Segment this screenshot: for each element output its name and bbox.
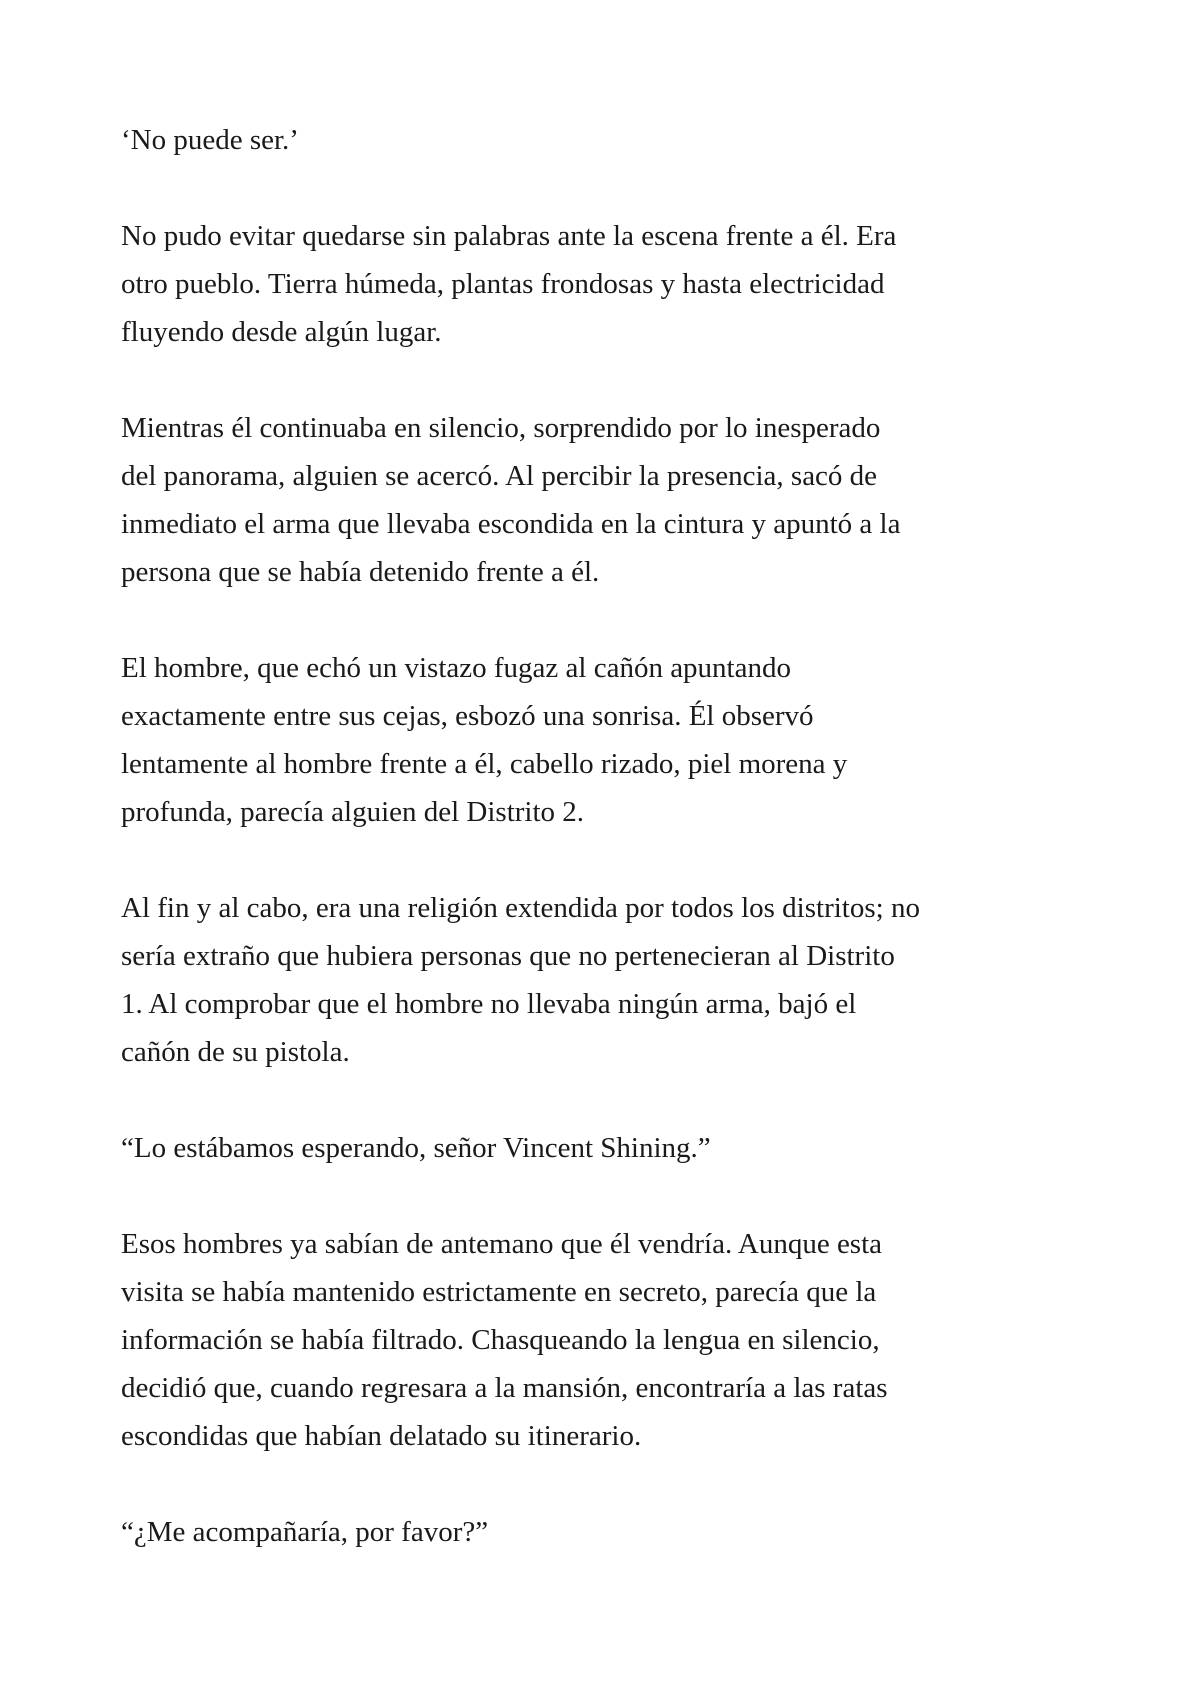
text-line: Al fin y al cabo, era una religión extendida por todos los distritos; no — [121, 892, 920, 924]
paragraph — [121, 644, 1091, 836]
text-line: decidió que, cuando regresara a la mansión, encontraría a las ratas — [121, 1372, 888, 1404]
paragraph — [121, 116, 1091, 164]
text-line: El hombre, que echó un vistazo fugaz al cañón apuntando — [121, 652, 791, 684]
text-line: escondidas que habían delatado su itinerario. — [121, 1420, 642, 1452]
text-line: “Lo estábamos esperando, señor Vincent Shining.” — [121, 1132, 711, 1164]
document-body — [121, 116, 1091, 1604]
text-line: inmediato el arma que llevaba escondida en la cintura y apuntó a la — [121, 508, 901, 540]
paragraph — [121, 404, 1091, 596]
text-line: persona que se había detenido frente a él. — [121, 556, 600, 588]
text-line: cañón de su pistola. — [121, 1036, 350, 1068]
text-line: del panorama, alguien se acercó. Al percibir la presencia, sacó de — [121, 460, 878, 492]
text-line: exactamente entre sus cejas, esbozó una sonrisa. Él observó — [121, 700, 814, 732]
text-line: Mientras él continuaba en silencio, sorprendido por lo inesperado — [121, 412, 881, 444]
paragraph — [121, 884, 1091, 1076]
text-line: visita se había mantenido estrictamente en secreto, parecía que la — [121, 1276, 877, 1308]
text-line: información se había filtrado. Chasqueando la lengua en silencio, — [121, 1324, 880, 1356]
paragraph — [121, 1124, 1091, 1172]
paragraph — [121, 212, 1091, 356]
text-line: lentamente al hombre frente a él, cabello rizado, piel morena y — [121, 748, 848, 780]
text-line: profunda, parecía alguien del Distrito 2. — [121, 796, 585, 828]
paragraph — [121, 1220, 1091, 1460]
text-line: ‘No puede ser.’ — [121, 124, 299, 156]
text-line: sería extraño que hubiera personas que no pertenecieran al Distrito — [121, 940, 895, 972]
text-line: No pudo evitar quedarse sin palabras ante la escena frente a él. Era — [121, 220, 897, 252]
text-line: “¿Me acompañaría, por favor?” — [121, 1516, 489, 1548]
text-line: otro pueblo. Tierra húmeda, plantas frondosas y hasta electricidad — [121, 268, 885, 300]
text-line: fluyendo desde algún lugar. — [121, 316, 442, 348]
text-line: Esos hombres ya sabían de antemano que él vendría. Aunque esta — [121, 1228, 883, 1260]
text-line: 1. Al comprobar que el hombre no llevaba ningún arma, bajó el — [121, 988, 857, 1020]
paragraph — [121, 1508, 1091, 1556]
